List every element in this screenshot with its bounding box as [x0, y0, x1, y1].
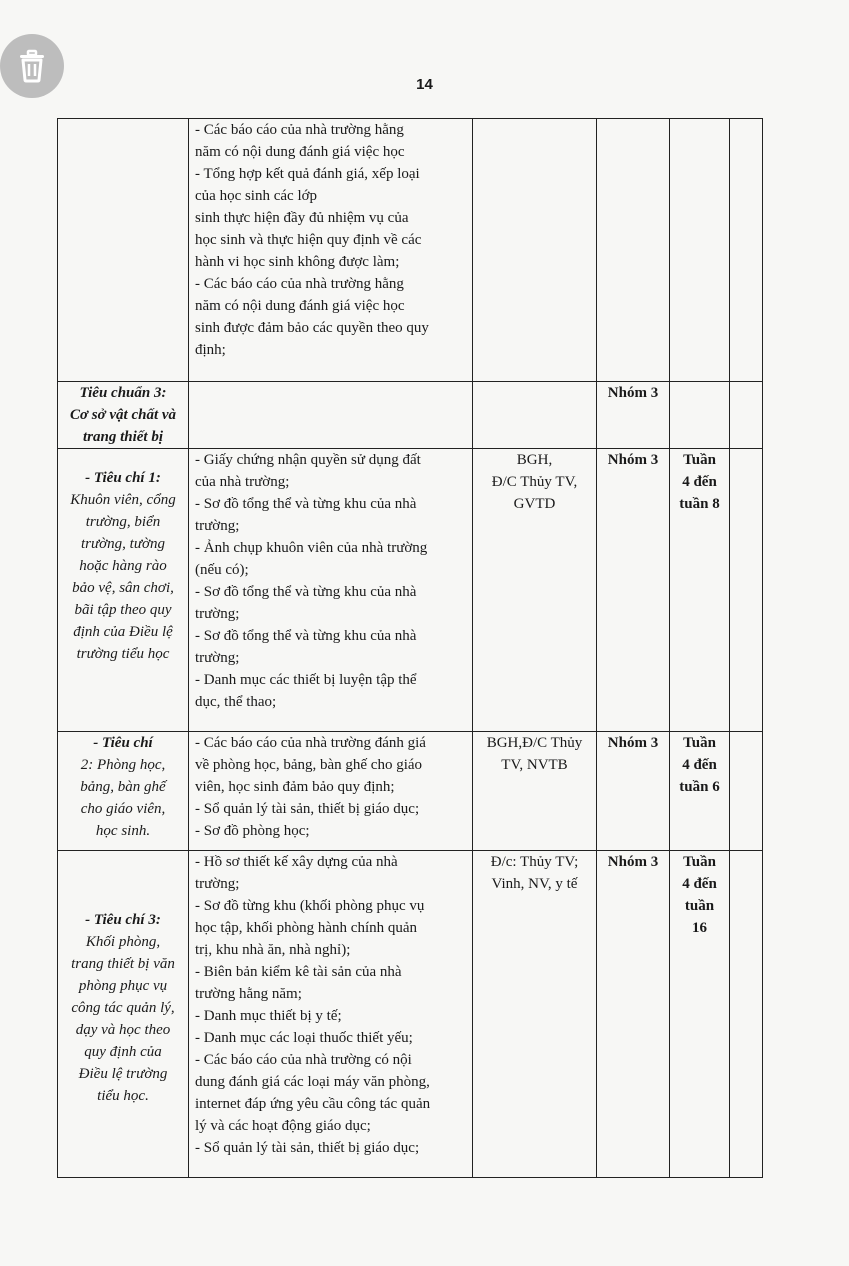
evidence-cell-line: - Tổng hợp kết quả đánh giá, xếp loại [195, 166, 420, 182]
evidence-cell-line: sinh thực hiện đầy đủ nhiệm vụ của [195, 210, 409, 226]
criterion-cell-line: - Tiêu chí [93, 735, 153, 751]
evidence-cell-line: dục, thể thao; [195, 694, 277, 710]
evidence-cell-line: - Sơ đồ phòng học; [195, 823, 310, 839]
evidence-cell-line: - Sơ đồ tổng thể và từng khu của nhà [195, 584, 417, 600]
evidence-cell-line: học sinh và thực hiện quy định về các [195, 232, 422, 248]
criterion-cell-line: Tiêu chuẩn 3: [79, 385, 167, 401]
criterion-cell [58, 732, 189, 851]
criterion-cell-line: bảng, bàn ghế [80, 779, 166, 795]
evidence-cell-line: - Biên bản kiểm kê tài sản của nhà [195, 964, 402, 980]
time-cell-line: 4 đến [682, 876, 717, 892]
page-number: 14 [416, 76, 433, 93]
criterion-cell-line: bãi tập theo quy [74, 602, 172, 618]
time-cell-line: tuần 6 [679, 779, 720, 795]
evidence-cell-line: - Sơ đồ từng khu (khối phòng phục vụ [195, 898, 425, 914]
evidence-cell-line: - Sổ quản lý tài sản, thiết bị giáo dục; [195, 801, 420, 817]
responsible-cell [473, 732, 597, 851]
criterion-cell-line: Cơ sở vật chất và [69, 407, 177, 423]
evidence-cell-line: - Sổ quản lý tài sản, thiết bị giáo dục; [195, 1140, 420, 1156]
table-row [58, 119, 763, 382]
time-cell-line: Tuần [683, 854, 716, 870]
evidence-cell-line: - Ảnh chụp khuôn viên của nhà trường [195, 540, 428, 556]
responsible-cell-line: Đ/C Thủy TV, [491, 474, 578, 490]
time-cell-line: Tuần [683, 735, 716, 751]
evidence-cell-line: dung đánh giá các loại máy văn phòng, [195, 1074, 430, 1090]
criterion-cell-line: 2: Phòng học, [80, 757, 166, 773]
group-cell: Nhóm 3 [597, 382, 670, 449]
responsible-cell [473, 382, 597, 449]
time-cell-line: Tuần [683, 452, 716, 468]
criterion-cell-line: quy định của [84, 1044, 162, 1060]
evidence-cell-line: - Các báo cáo của nhà trường có nội [195, 1052, 412, 1068]
time-cell [670, 449, 730, 732]
notes-cell [730, 119, 763, 382]
responsible-cell [473, 851, 597, 1178]
criterion-cell-line: - Tiêu chí 3: [85, 912, 161, 928]
group-cell: Nhóm 3 [597, 732, 670, 851]
notes-cell [730, 732, 763, 851]
evidence-cell-line: - Danh mục các thiết bị luyện tập thể [195, 672, 417, 688]
evidence-cell-line: trường; [195, 606, 240, 622]
criterion-cell-line: công tác quản lý, [71, 1000, 175, 1016]
criterion-cell [58, 449, 189, 732]
table-row [58, 851, 763, 1178]
evidence-cell-line: - Danh mục các loại thuốc thiết yếu; [195, 1030, 413, 1046]
evidence-cell-line: lý và các hoạt động giáo dục; [195, 1118, 371, 1134]
evidence-cell [189, 382, 473, 449]
time-cell [670, 851, 730, 1178]
criterion-cell-line: học sinh. [95, 823, 151, 839]
responsible-cell-line: BGH,Đ/C Thủy [486, 735, 583, 751]
evidence-cell [189, 119, 473, 382]
evidence-cell-line: - Các báo cáo của nhà trường hằng [195, 122, 404, 138]
evidence-cell [189, 449, 473, 732]
responsible-cell [473, 449, 597, 732]
time-cell [670, 382, 730, 449]
criterion-cell-line: định của Điều lệ [73, 624, 173, 640]
evidence-cell-line: - Sơ đồ tổng thể và từng khu của nhà [195, 496, 417, 512]
time-cell-line: tuần 8 [679, 496, 720, 512]
evidence-cell-line: năm có nội dung đánh giá việc học [195, 144, 405, 160]
evidence-cell-line: của nhà trường; [195, 474, 290, 490]
responsible-cell [473, 119, 597, 382]
evidence-cell-line: sinh được đảm bảo các quyền theo quy [195, 320, 429, 336]
evidence-cell-line: trường; [195, 650, 240, 666]
evidence-cell-line: định; [195, 342, 226, 358]
criterion-cell-line: dạy và học theo [75, 1022, 171, 1038]
group-cell [597, 119, 670, 382]
plan-table [57, 118, 763, 1178]
criterion-cell [58, 382, 189, 449]
responsible-cell-line: BGH, [516, 452, 553, 468]
criterion-cell-line: hoặc hàng rào [79, 558, 167, 574]
evidence-cell-line: (nếu có); [195, 562, 249, 578]
table-row [58, 449, 763, 732]
group-cell: Nhóm 3 [597, 851, 670, 1178]
time-cell [670, 119, 730, 382]
criterion-cell-line: trang thiết bị [82, 429, 164, 445]
evidence-cell-line: - Hồ sơ thiết kế xây dựng của nhà [195, 854, 398, 870]
notes-cell [730, 382, 763, 449]
criterion-cell-line: tiểu học. [97, 1088, 149, 1104]
time-cell-line: 16 [692, 920, 707, 936]
group-cell: Nhóm 3 [597, 449, 670, 732]
evidence-cell-line: trường hằng năm; [195, 986, 302, 1002]
time-cell-line: 4 đến [682, 474, 717, 490]
evidence-cell-line: hành vi học sinh không được làm; [195, 254, 400, 270]
evidence-cell-line: học tập, khối phòng hành chính quản [195, 920, 418, 936]
evidence-cell-line: internet đáp ứng yêu cầu công tác quản [195, 1096, 431, 1112]
responsible-cell-line: GVTD [513, 496, 556, 512]
table-row [58, 732, 763, 851]
evidence-cell [189, 851, 473, 1178]
evidence-cell [189, 732, 473, 851]
evidence-cell-line: - Sơ đồ tổng thể và từng khu của nhà [195, 628, 417, 644]
notes-cell [730, 851, 763, 1178]
criterion-cell-line: bảo vệ, sân chơi, [72, 580, 174, 596]
evidence-cell-line: trường; [195, 518, 240, 534]
evidence-cell-line: - Các báo cáo của nhà trường đánh giá [195, 735, 426, 751]
table-row [58, 382, 763, 449]
evidence-cell-line: của học sinh các lớp [195, 188, 318, 204]
evidence-cell-line: trường; [195, 876, 240, 892]
time-cell-line: 4 đến [682, 757, 717, 773]
evidence-cell-line: trị, khu nhà ăn, nhà nghỉ); [195, 942, 351, 958]
criterion-cell-line: - Tiêu chí 1: [85, 470, 161, 486]
evidence-cell-line: viên, học sinh đảm bảo quy định; [195, 779, 395, 795]
criterion-cell-line: trường tiểu học [76, 646, 170, 662]
criterion-cell-line: trang thiết bị văn [71, 956, 175, 972]
time-cell [670, 732, 730, 851]
responsible-cell-line: TV, NVTB [501, 757, 568, 773]
criterion-cell-line: cho giáo viên, [80, 801, 166, 817]
evidence-cell-line: về phòng học, bảng, bàn ghế cho giáo [195, 757, 423, 773]
criterion-cell-line: phòng phục vụ [78, 978, 168, 994]
evidence-cell-line: năm có nội dung đánh giá việc học [195, 298, 405, 314]
responsible-cell-line: Đ/c: Thủy TV; [490, 854, 579, 870]
criterion-cell [58, 851, 189, 1178]
evidence-cell-line: - Giấy chứng nhận quyền sử dụng đất [195, 452, 421, 468]
criterion-cell-line: Điều lệ trường [78, 1066, 168, 1082]
criterion-cell-line: Khuôn viên, cổng [70, 492, 176, 508]
evidence-cell-line: - Danh mục thiết bị y tế; [195, 1008, 342, 1024]
notes-cell [730, 449, 763, 732]
criterion-cell-line: trường, biển [85, 514, 161, 530]
criterion-cell [58, 119, 189, 382]
criterion-cell-line: trường, tường [80, 536, 166, 552]
time-cell-line: tuần [684, 898, 715, 914]
criterion-cell-line: Khối phòng, [85, 934, 161, 950]
responsible-cell-line: Vinh, NV, y tế [491, 876, 578, 892]
evidence-cell-line: - Các báo cáo của nhà trường hằng [195, 276, 404, 292]
